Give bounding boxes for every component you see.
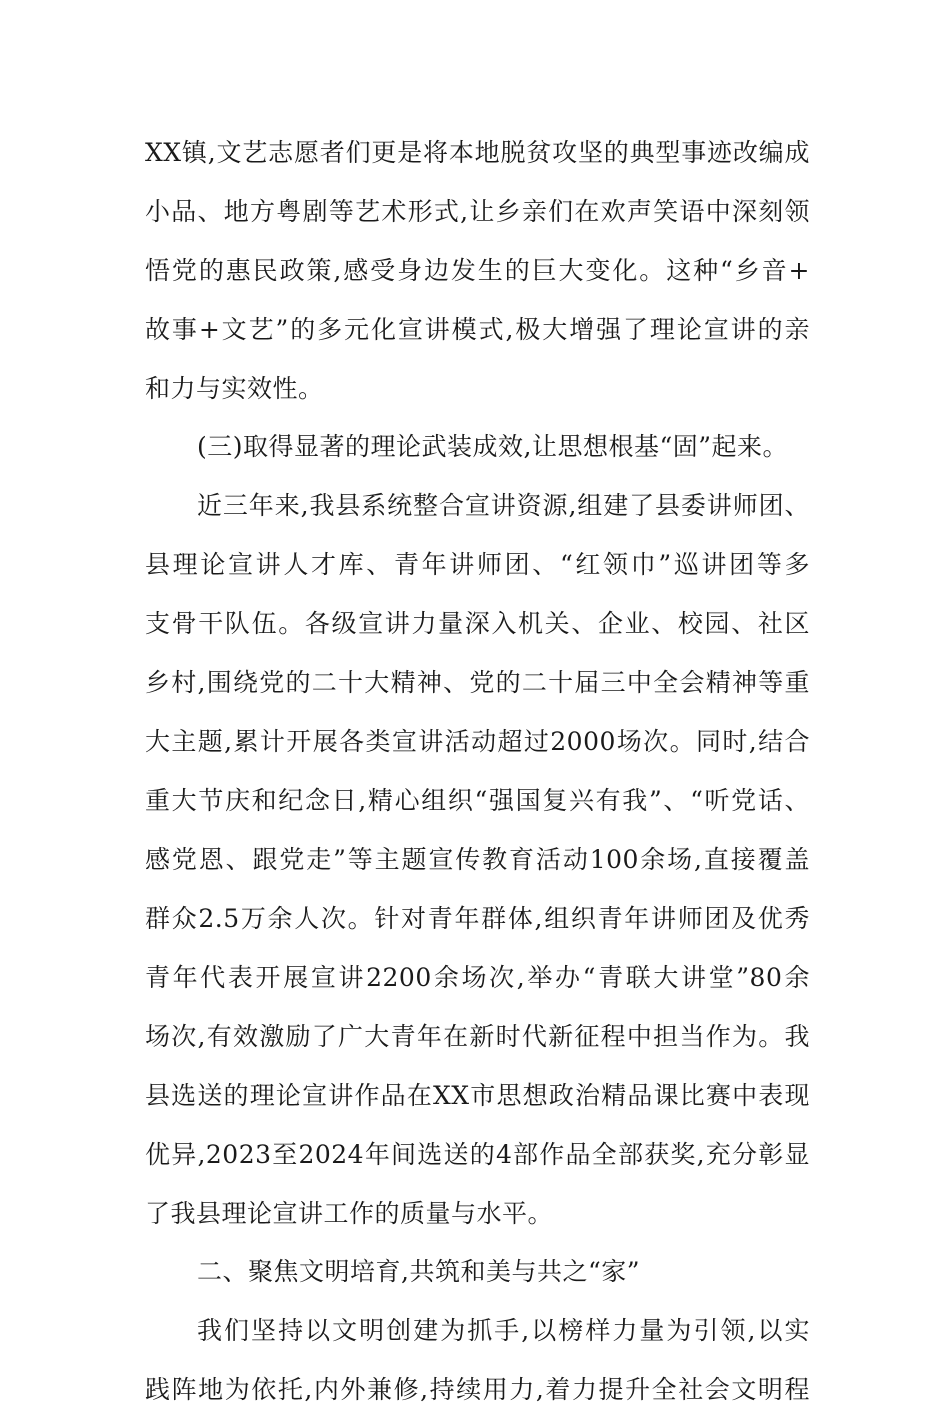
paragraph-line: 乡村,围绕党的二十大精神、党的二十届三中全会精神等重 <box>145 668 810 697</box>
paragraph-line: 我们坚持以文明创建为抓手,以榜样力量为引领,以实 <box>197 1316 810 1345</box>
paragraph-line: 近三年来,我县系统整合宣讲资源,组建了县委讲师团、 <box>197 491 810 520</box>
paragraph-line: 和力与实效性。 <box>145 374 324 403</box>
paragraph-line: 悟党的惠民政策,感受身边发生的巨大变化。这种“乡音+ <box>145 256 810 285</box>
paragraph-line: 践阵地为依托,内外兼修,持续用力,着力提升全社会文明程 <box>145 1375 810 1404</box>
paragraph-line: 青年代表开展宣讲2200余场次,举办“青联大讲堂”80余 <box>145 963 810 992</box>
paragraph-line: 县理论宣讲人才库、青年讲师团、“红领巾”巡讲团等多 <box>145 550 810 579</box>
paragraph-line: 了我县理论宣讲工作的质量与水平。 <box>145 1199 554 1228</box>
paragraph-line: 感党恩、跟党走”等主题宣传教育活动100余场,直接覆盖 <box>145 845 810 874</box>
paragraph-line: 群众2.5万余人次。针对青年群体,组织青年讲师团及优秀 <box>145 904 810 933</box>
paragraph-line: 故事+文艺”的多元化宣讲模式,极大增强了理论宣讲的亲 <box>145 315 810 344</box>
paragraph-line: 县选送的理论宣讲作品在XX市思想政治精品课比赛中表现 <box>145 1081 810 1110</box>
section-heading: (三)取得显著的理论武装成效,让思想根基“固”起来。 <box>197 432 789 461</box>
paragraph-line: 大主题,累计开展各类宣讲活动超过2000场次。同时,结合 <box>145 727 810 756</box>
paragraph-line: 重大节庆和纪念日,精心组织“强国复兴有我”、“听党话、 <box>145 786 810 815</box>
paragraph-line: XX镇,文艺志愿者们更是将本地脱贫攻坚的典型事迹改编成 <box>145 138 810 167</box>
paragraph-line: 支骨干队伍。各级宣讲力量深入机关、企业、校园、社区 <box>145 609 810 638</box>
paragraph-line: 优异,2023至2024年间选送的4部作品全部获奖,充分彰显 <box>145 1140 810 1169</box>
paragraph-line: 场次,有效激励了广大青年在新时代新征程中担当作为。我 <box>145 1022 810 1051</box>
paragraph-line: 小品、地方粤剧等艺术形式,让乡亲们在欢声笑语中深刻领 <box>145 197 810 226</box>
chapter-heading: 二、聚焦文明培育,共筑和美与共之“家” <box>197 1257 641 1286</box>
